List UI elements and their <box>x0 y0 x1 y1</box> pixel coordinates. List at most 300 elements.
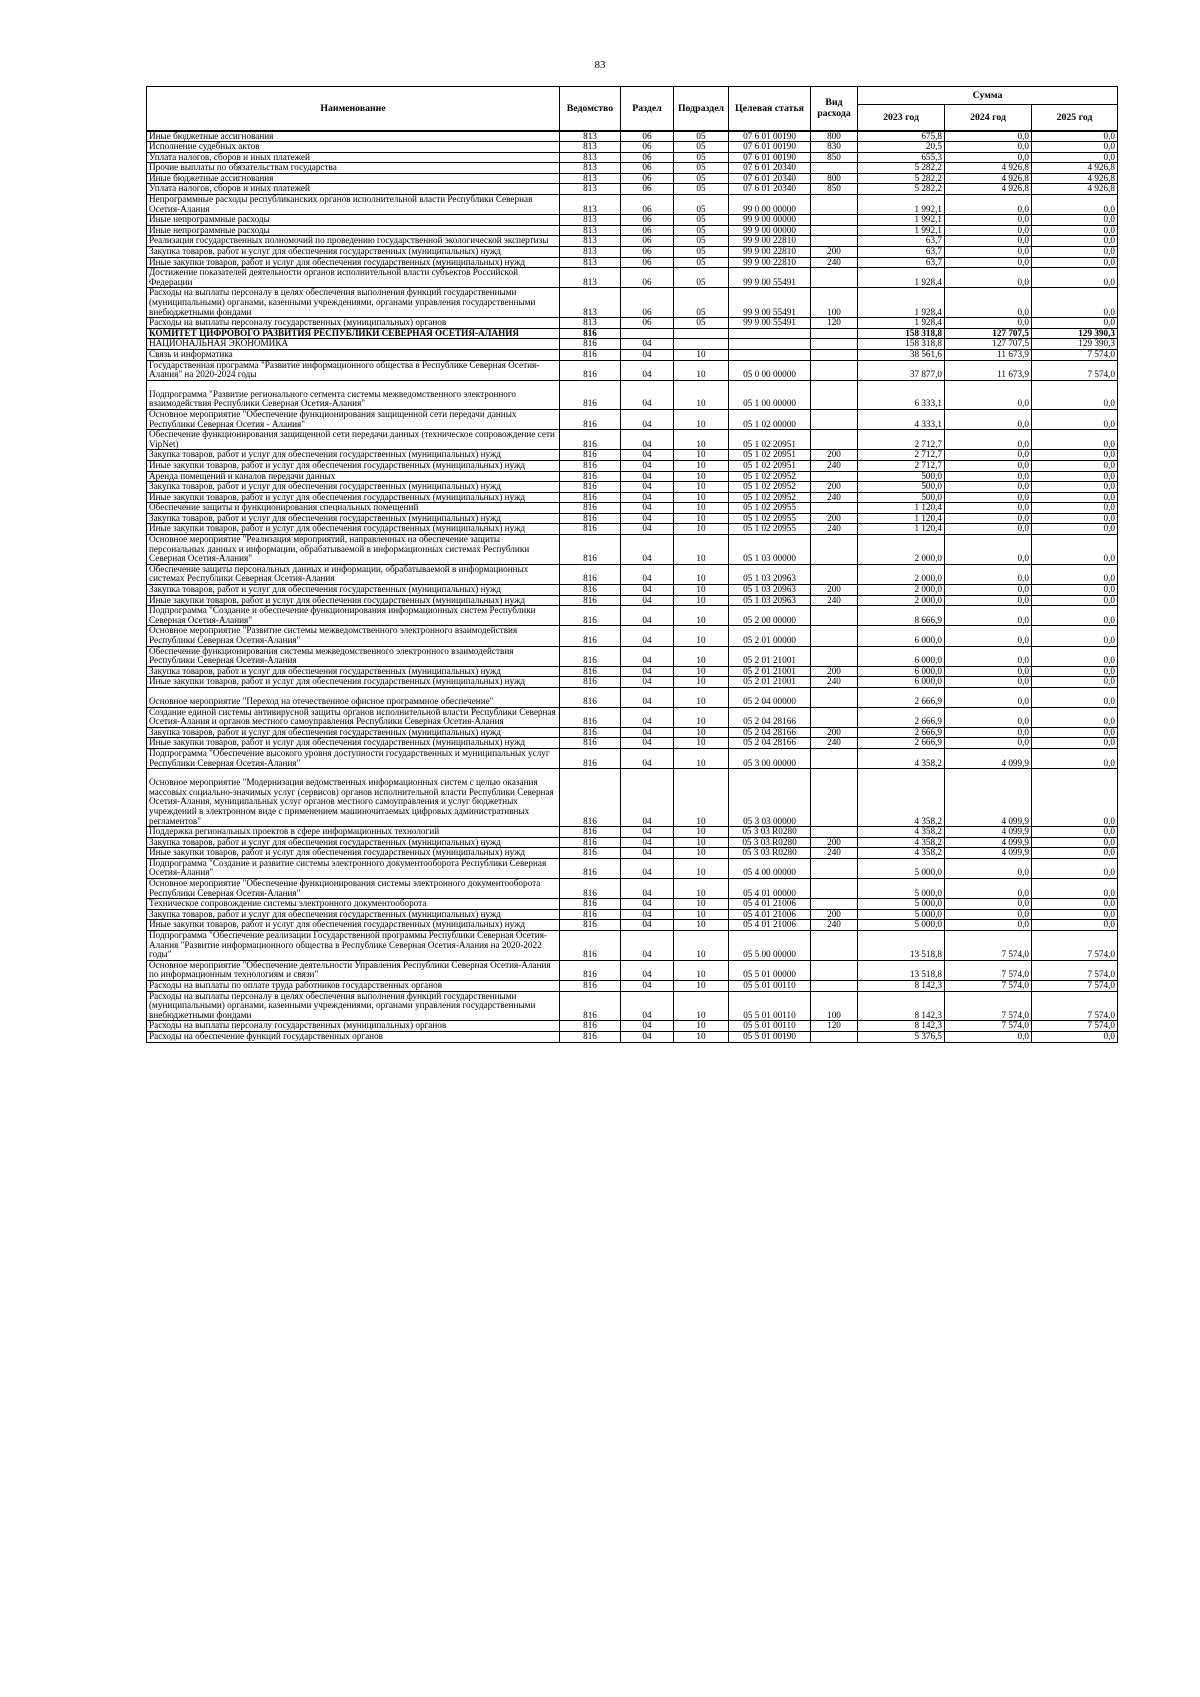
row-podrazdel: 10 <box>674 931 729 961</box>
row-razdel: 04 <box>621 339 674 350</box>
row-name: Аренда помещений и каналов передачи данных <box>147 471 560 482</box>
row-vedomstvo: 813 <box>560 142 621 153</box>
row-vedomstvo: 816 <box>560 524 621 535</box>
row-vid-rashoda <box>811 707 858 727</box>
row-celevaya-statya: 07 6 01 20340 <box>729 163 811 174</box>
row-sum-2024: 0,0 <box>945 666 1032 677</box>
row-vid-rashoda <box>811 503 858 514</box>
row-sum-2023: 8 142,3 <box>858 991 945 1021</box>
row-podrazdel: 10 <box>674 827 729 838</box>
row-sum-2023: 1 120,4 <box>858 524 945 535</box>
row-sum-2023: 8 142,3 <box>858 1021 945 1032</box>
row-name: Иные закупки товаров, работ и услуг для обеспечения государственных (муниципальных) нужд <box>147 920 560 931</box>
row-podrazdel: 10 <box>674 585 729 596</box>
row-podrazdel: 05 <box>674 184 729 195</box>
row-podrazdel: 10 <box>674 848 729 859</box>
row-vedomstvo: 816 <box>560 687 621 707</box>
row-vedomstvo: 813 <box>560 247 621 258</box>
row-podrazdel: 05 <box>674 142 729 153</box>
row-podrazdel: 05 <box>674 173 729 184</box>
row-razdel: 04 <box>621 349 674 360</box>
row-razdel: 04 <box>621 920 674 931</box>
row-sum-2025: 0,0 <box>1032 524 1118 535</box>
row-sum-2023: 2 666,9 <box>858 727 945 738</box>
row-celevaya-statya: 05 5 01 00110 <box>729 991 811 1021</box>
table-row <box>147 318 1118 329</box>
row-name: Поддержка региональных проектов в сфере информационных технологий <box>147 827 560 838</box>
row-sum-2023: 1 992,1 <box>858 195 945 215</box>
row-name: Иные закупки товаров, работ и услуг для обеспечения государственных (муниципальных) нужд <box>147 595 560 606</box>
row-podrazdel: 10 <box>674 460 729 471</box>
table-row <box>147 748 1118 768</box>
row-vedomstvo: 813 <box>560 318 621 329</box>
row-razdel: 04 <box>621 460 674 471</box>
table-row <box>147 215 1118 226</box>
row-name: Иные закупки товаров, работ и услуг для обеспечения государственных (муниципальных) нужд <box>147 524 560 535</box>
row-name: Обеспечение функционирования защищенной сети передачи данных (техническое сопровождение сети VipNet) <box>147 430 560 450</box>
row-sum-2024: 11 673,9 <box>945 349 1032 360</box>
row-name: Техническое сопровождение системы электронного документооборота <box>147 899 560 910</box>
row-vid-rashoda: 200 <box>811 450 858 461</box>
row-sum-2025: 129 390,3 <box>1032 328 1118 339</box>
table-row <box>147 247 1118 258</box>
row-celevaya-statya: 05 2 01 21001 <box>729 677 811 688</box>
table-row <box>147 707 1118 727</box>
table-row <box>147 236 1118 247</box>
table-row <box>147 879 1118 899</box>
row-podrazdel: 10 <box>674 960 729 980</box>
row-podrazdel: 10 <box>674 748 729 768</box>
row-sum-2025: 0,0 <box>1032 677 1118 688</box>
row-sum-2025: 7 574,0 <box>1032 360 1118 380</box>
row-celevaya-statya: 05 2 00 00000 <box>729 606 811 626</box>
row-celevaya-statya <box>729 328 811 339</box>
row-vid-rashoda <box>811 225 858 236</box>
row-vid-rashoda: 240 <box>811 595 858 606</box>
row-sum-2023: 13 518,8 <box>858 960 945 980</box>
row-vedomstvo: 816 <box>560 471 621 482</box>
table-row <box>147 430 1118 450</box>
row-vid-rashoda <box>811 535 858 565</box>
row-sum-2025: 0,0 <box>1032 482 1118 493</box>
row-celevaya-statya: 05 1 02 20952 <box>729 492 811 503</box>
row-sum-2023: 2 000,0 <box>858 585 945 596</box>
row-sum-2025: 7 574,0 <box>1032 960 1118 980</box>
row-razdel: 04 <box>621 707 674 727</box>
row-sum-2025: 0,0 <box>1032 318 1118 329</box>
row-razdel: 06 <box>621 225 674 236</box>
row-vid-rashoda <box>811 626 858 646</box>
row-sum-2024: 7 574,0 <box>945 1021 1032 1032</box>
row-vid-rashoda: 200 <box>811 247 858 258</box>
row-vid-rashoda <box>811 380 858 409</box>
row-celevaya-statya: 99 9 00 00000 <box>729 225 811 236</box>
table-row <box>147 184 1118 195</box>
row-vedomstvo: 816 <box>560 899 621 910</box>
row-name: Закупка товаров, работ и услуг для обеспечения государственных (муниципальных) нужд <box>147 482 560 493</box>
row-podrazdel: 05 <box>674 195 729 215</box>
row-celevaya-statya: 05 4 01 00000 <box>729 879 811 899</box>
row-vedomstvo: 816 <box>560 450 621 461</box>
row-sum-2025: 0,0 <box>1032 837 1118 848</box>
row-vedomstvo: 816 <box>560 360 621 380</box>
row-sum-2024: 0,0 <box>945 524 1032 535</box>
row-sum-2024: 0,0 <box>945 727 1032 738</box>
row-vedomstvo: 816 <box>560 513 621 524</box>
row-name: Реализация государственных полномочий по проведению государственной экологической экспертизы <box>147 236 560 247</box>
row-razdel: 06 <box>621 152 674 163</box>
row-sum-2023: 5 000,0 <box>858 899 945 910</box>
row-vedomstvo: 816 <box>560 492 621 503</box>
row-vid-rashoda <box>811 564 858 584</box>
row-razdel: 04 <box>621 858 674 878</box>
row-vid-rashoda <box>811 339 858 350</box>
row-podrazdel: 10 <box>674 738 729 749</box>
row-sum-2023: 5 282,2 <box>858 173 945 184</box>
row-razdel: 04 <box>621 492 674 503</box>
row-razdel: 06 <box>621 142 674 153</box>
row-razdel: 04 <box>621 981 674 992</box>
row-vid-rashoda <box>811 981 858 992</box>
row-sum-2025: 0,0 <box>1032 595 1118 606</box>
row-sum-2023: 2 666,9 <box>858 687 945 707</box>
row-vid-rashoda <box>811 1031 858 1042</box>
row-vedomstvo: 816 <box>560 909 621 920</box>
row-vedomstvo: 816 <box>560 460 621 471</box>
row-vid-rashoda <box>811 960 858 980</box>
row-sum-2024: 0,0 <box>945 585 1032 596</box>
row-sum-2023: 158 318,8 <box>858 339 945 350</box>
table-row <box>147 848 1118 859</box>
row-vid-rashoda: 120 <box>811 1021 858 1032</box>
table-row <box>147 257 1118 268</box>
row-name: Обеспечение защиты и функционирования специальных помещений <box>147 503 560 514</box>
row-vid-rashoda: 200 <box>811 837 858 848</box>
row-vedomstvo: 813 <box>560 257 621 268</box>
row-razdel: 04 <box>621 899 674 910</box>
row-podrazdel: 10 <box>674 909 729 920</box>
table-row <box>147 524 1118 535</box>
header-vedomstvo: Ведомство <box>560 87 621 131</box>
row-podrazdel: 05 <box>674 318 729 329</box>
row-vid-rashoda: 240 <box>811 738 858 749</box>
row-vedomstvo: 816 <box>560 1021 621 1032</box>
budget-table <box>146 86 1118 1043</box>
row-sum-2023: 4 333,1 <box>858 409 945 429</box>
row-razdel: 04 <box>621 837 674 848</box>
row-razdel: 04 <box>621 535 674 565</box>
row-vedomstvo: 813 <box>560 173 621 184</box>
table-row <box>147 585 1118 596</box>
row-sum-2023: 6 000,0 <box>858 677 945 688</box>
row-vid-rashoda <box>811 268 858 288</box>
row-vid-rashoda: 830 <box>811 142 858 153</box>
row-razdel: 04 <box>621 564 674 584</box>
row-name: Подпрограмма "Обеспечение высокого уровня доступности государственных и муниципальных услуг Республики Северная Осетия-Алания" <box>147 748 560 768</box>
row-name: Закупка товаров, работ и услуг для обеспечения государственных (муниципальных) нужд <box>147 837 560 848</box>
row-sum-2024: 0,0 <box>945 380 1032 409</box>
row-vedomstvo: 816 <box>560 503 621 514</box>
row-sum-2025: 0,0 <box>1032 268 1118 288</box>
row-sum-2024: 0,0 <box>945 215 1032 226</box>
row-sum-2025: 0,0 <box>1032 727 1118 738</box>
row-razdel: 04 <box>621 360 674 380</box>
row-vid-rashoda <box>811 827 858 838</box>
row-podrazdel: 10 <box>674 677 729 688</box>
row-name: Основное мероприятие "Реализация мероприятий, направленных на обеспечение защиты персональных данных и информации, обрабатываемой в информационных системах Республики Северная Осетия-Алания" <box>147 535 560 565</box>
table-row <box>147 173 1118 184</box>
row-celevaya-statya: 99 9 00 00000 <box>729 215 811 226</box>
row-sum-2024: 0,0 <box>945 513 1032 524</box>
row-sum-2025: 0,0 <box>1032 142 1118 153</box>
row-name: Непрограммные расходы республиканских органов исполнительной власти Республики Северная Осетия-Алания <box>147 195 560 215</box>
row-vid-rashoda: 120 <box>811 318 858 329</box>
row-celevaya-statya: 07 6 01 00190 <box>729 142 811 153</box>
row-sum-2024: 0,0 <box>945 738 1032 749</box>
table-row <box>147 339 1118 350</box>
row-razdel: 04 <box>621 879 674 899</box>
row-name: Основное мероприятие "Обеспечение функционирования системы электронного документооборота Республики Северная Осетия-Алания" <box>147 879 560 899</box>
row-name: Иные закупки товаров, работ и услуг для обеспечения государственных (муниципальных) нужд <box>147 738 560 749</box>
row-name: Закупка товаров, работ и услуг для обеспечения государственных (муниципальных) нужд <box>147 247 560 258</box>
row-sum-2024: 0,0 <box>945 471 1032 482</box>
row-podrazdel: 10 <box>674 727 729 738</box>
row-name: Закупка товаров, работ и услуг для обеспечения государственных (муниципальных) нужд <box>147 513 560 524</box>
row-sum-2024: 4 099,9 <box>945 837 1032 848</box>
row-vid-rashoda <box>811 195 858 215</box>
row-podrazdel: 10 <box>674 920 729 931</box>
row-razdel: 04 <box>621 848 674 859</box>
header-summa: Сумма <box>858 87 1118 105</box>
row-sum-2023: 2 712,7 <box>858 460 945 471</box>
row-name: Закупка товаров, работ и услуг для обеспечения государственных (муниципальных) нужд <box>147 450 560 461</box>
row-razdel: 06 <box>621 247 674 258</box>
row-razdel: 06 <box>621 131 674 142</box>
row-sum-2025: 0,0 <box>1032 131 1118 142</box>
row-razdel: 04 <box>621 430 674 450</box>
row-celevaya-statya: 05 5 01 00110 <box>729 1021 811 1032</box>
row-sum-2025: 0,0 <box>1032 858 1118 878</box>
row-sum-2024: 0,0 <box>945 152 1032 163</box>
row-vid-rashoda: 240 <box>811 848 858 859</box>
row-sum-2023: 4 358,2 <box>858 827 945 838</box>
table-row <box>147 991 1118 1021</box>
row-razdel: 06 <box>621 236 674 247</box>
row-name: Подпрограмма "Создание и развитие системы электронного документооборота Республики Северная Осетия-Алания" <box>147 858 560 878</box>
row-name: Исполнение судебных актов <box>147 142 560 153</box>
row-sum-2024: 4 099,9 <box>945 848 1032 859</box>
row-sum-2024: 0,0 <box>945 858 1032 878</box>
row-vid-rashoda <box>811 687 858 707</box>
table-row <box>147 471 1118 482</box>
row-sum-2025: 0,0 <box>1032 236 1118 247</box>
row-celevaya-statya: 05 4 00 00000 <box>729 858 811 878</box>
row-sum-2023: 2 712,7 <box>858 450 945 461</box>
row-sum-2024: 0,0 <box>945 288 1032 318</box>
row-podrazdel: 05 <box>674 257 729 268</box>
table-row <box>147 225 1118 236</box>
table-row <box>147 595 1118 606</box>
row-sum-2023: 5 376,5 <box>858 1031 945 1042</box>
row-sum-2024: 4 099,9 <box>945 748 1032 768</box>
row-sum-2025: 0,0 <box>1032 827 1118 838</box>
row-name: Подпрограмма "Создание и обеспечение функционирования информационных систем Республики Северная Осетия-Алания" <box>147 606 560 626</box>
row-podrazdel: 10 <box>674 524 729 535</box>
row-name: Прочие выплаты по обязательствам государства <box>147 163 560 174</box>
row-vedomstvo: 816 <box>560 349 621 360</box>
row-sum-2024: 0,0 <box>945 606 1032 626</box>
row-celevaya-statya: 05 1 02 20951 <box>729 430 811 450</box>
table-row <box>147 492 1118 503</box>
row-sum-2025: 0,0 <box>1032 471 1118 482</box>
row-sum-2024: 0,0 <box>945 268 1032 288</box>
row-vedomstvo: 816 <box>560 748 621 768</box>
row-razdel: 06 <box>621 163 674 174</box>
row-sum-2023: 38 561,6 <box>858 349 945 360</box>
row-sum-2024: 0,0 <box>945 195 1032 215</box>
row-name: Закупка товаров, работ и услуг для обеспечения государственных (муниципальных) нужд <box>147 666 560 677</box>
row-celevaya-statya: 99 9 00 22810 <box>729 247 811 258</box>
row-razdel: 04 <box>621 585 674 596</box>
row-sum-2025: 7 574,0 <box>1032 991 1118 1021</box>
table-row <box>147 981 1118 992</box>
row-vid-rashoda: 800 <box>811 131 858 142</box>
row-sum-2023: 63,7 <box>858 257 945 268</box>
row-sum-2023: 6 333,1 <box>858 380 945 409</box>
row-podrazdel: 10 <box>674 707 729 727</box>
row-sum-2024: 7 574,0 <box>945 991 1032 1021</box>
row-name: Расходы на выплаты персоналу государственных (муниципальных) органов <box>147 1021 560 1032</box>
row-vid-rashoda: 800 <box>811 173 858 184</box>
row-sum-2023: 1 992,1 <box>858 215 945 226</box>
row-celevaya-statya: 05 1 02 20955 <box>729 513 811 524</box>
row-vedomstvo: 816 <box>560 931 621 961</box>
row-podrazdel: 05 <box>674 288 729 318</box>
row-sum-2023: 1 928,4 <box>858 268 945 288</box>
row-podrazdel: 10 <box>674 1021 729 1032</box>
row-sum-2025: 0,0 <box>1032 257 1118 268</box>
row-podrazdel: 10 <box>674 513 729 524</box>
row-vedomstvo: 813 <box>560 215 621 226</box>
table-row <box>147 460 1118 471</box>
row-sum-2024: 7 574,0 <box>945 931 1032 961</box>
row-celevaya-statya: 05 1 02 20955 <box>729 524 811 535</box>
row-celevaya-statya: 99 0 00 00000 <box>729 195 811 215</box>
row-vid-rashoda: 100 <box>811 288 858 318</box>
table-row <box>147 142 1118 153</box>
table-row <box>147 152 1118 163</box>
row-razdel: 04 <box>621 513 674 524</box>
row-razdel: 04 <box>621 827 674 838</box>
row-name: Основное мероприятие "Модернизация ведомственных информационных систем с целью оказания массовых социально-значимых услуг (сервисов) органов исполнительной власти Республики Северная Осетия-Алания, муниципальных услуг органов местного самоуправления и услуг бюджетных учреждений в электронном виде с применением машиночитаемых цифровых административных регламентов" <box>147 769 560 827</box>
row-sum-2024: 0,0 <box>945 257 1032 268</box>
table-row <box>147 858 1118 878</box>
row-podrazdel: 10 <box>674 879 729 899</box>
row-sum-2024: 7 574,0 <box>945 960 1032 980</box>
row-sum-2025: 0,0 <box>1032 215 1118 226</box>
row-name: Иные бюджетные ассигнования <box>147 131 560 142</box>
row-sum-2024: 0,0 <box>945 879 1032 899</box>
row-podrazdel: 10 <box>674 471 729 482</box>
row-sum-2023: 4 358,2 <box>858 769 945 827</box>
row-celevaya-statya: 05 5 01 00110 <box>729 981 811 992</box>
row-podrazdel: 10 <box>674 430 729 450</box>
table-row <box>147 328 1118 339</box>
row-celevaya-statya <box>729 339 811 350</box>
row-sum-2023: 5 000,0 <box>858 858 945 878</box>
row-podrazdel: 10 <box>674 503 729 514</box>
row-razdel: 04 <box>621 991 674 1021</box>
row-name: НАЦИОНАЛЬНАЯ ЭКОНОМИКА <box>147 339 560 350</box>
table-row <box>147 450 1118 461</box>
row-vid-rashoda <box>811 360 858 380</box>
header-vid-rashoda: Вид расхода <box>811 87 858 131</box>
row-celevaya-statya: 07 6 01 00190 <box>729 152 811 163</box>
row-celevaya-statya: 05 2 01 21001 <box>729 666 811 677</box>
row-sum-2023: 63,7 <box>858 247 945 258</box>
row-sum-2023: 6 000,0 <box>858 646 945 666</box>
row-name: Основное мероприятие "Развитие системы межведомственного электронного взаимодействия Республики Северная Осетия-Алания" <box>147 626 560 646</box>
row-razdel: 04 <box>621 595 674 606</box>
row-celevaya-statya: 05 1 02 20952 <box>729 471 811 482</box>
row-sum-2025: 7 574,0 <box>1032 349 1118 360</box>
row-celevaya-statya: 05 4 01 21006 <box>729 920 811 931</box>
row-celevaya-statya: 05 1 02 20951 <box>729 450 811 461</box>
row-celevaya-statya: 05 1 00 00000 <box>729 380 811 409</box>
row-sum-2025: 0,0 <box>1032 225 1118 236</box>
row-sum-2025: 0,0 <box>1032 687 1118 707</box>
row-sum-2024: 0,0 <box>945 142 1032 153</box>
row-sum-2024: 0,0 <box>945 409 1032 429</box>
row-sum-2023: 5 000,0 <box>858 879 945 899</box>
table-row <box>147 606 1118 626</box>
row-sum-2025: 0,0 <box>1032 535 1118 565</box>
row-vid-rashoda: 200 <box>811 727 858 738</box>
row-razdel: 04 <box>621 380 674 409</box>
row-podrazdel: 10 <box>674 482 729 493</box>
row-vedomstvo: 816 <box>560 430 621 450</box>
row-razdel: 04 <box>621 482 674 493</box>
row-sum-2023: 6 000,0 <box>858 666 945 677</box>
row-sum-2023: 1 120,4 <box>858 503 945 514</box>
row-sum-2023: 8 142,3 <box>858 981 945 992</box>
row-sum-2023: 63,7 <box>858 236 945 247</box>
row-celevaya-statya: 05 5 01 00000 <box>729 960 811 980</box>
row-podrazdel: 10 <box>674 1031 729 1042</box>
row-celevaya-statya: 05 4 01 21006 <box>729 909 811 920</box>
row-name: Уплата налогов, сборов и иных платежей <box>147 184 560 195</box>
row-razdel: 04 <box>621 1021 674 1032</box>
row-vedomstvo: 816 <box>560 677 621 688</box>
row-vedomstvo: 816 <box>560 920 621 931</box>
header-2023: 2023 год <box>858 105 945 131</box>
row-sum-2024: 0,0 <box>945 909 1032 920</box>
row-celevaya-statya: 05 4 01 21006 <box>729 899 811 910</box>
row-vid-rashoda: 200 <box>811 585 858 596</box>
row-name: Иные закупки товаров, работ и услуг для обеспечения государственных (муниципальных) нужд <box>147 460 560 471</box>
row-sum-2023: 4 358,2 <box>858 837 945 848</box>
row-sum-2024: 0,0 <box>945 247 1032 258</box>
row-razdel: 06 <box>621 288 674 318</box>
row-name: Закупка товаров, работ и услуг для обеспечения государственных (муниципальных) нужд <box>147 727 560 738</box>
row-sum-2023: 655,3 <box>858 152 945 163</box>
row-name: Расходы на выплаты персоналу в целях обеспечения выполнения функций государственными (муниципальными) органами, казенными учреждениями, органами управления государственными внебюджетными фондами <box>147 288 560 318</box>
row-name: Закупка товаров, работ и услуг для обеспечения государственных (муниципальных) нужд <box>147 909 560 920</box>
row-sum-2023: 5 282,2 <box>858 163 945 174</box>
row-name: Государственная программа "Развитие информационного общества в Республике Северная Осетия-Алания" на 2020-2024 годы <box>147 360 560 380</box>
row-podrazdel: 10 <box>674 492 729 503</box>
row-sum-2025: 4 926,8 <box>1032 184 1118 195</box>
